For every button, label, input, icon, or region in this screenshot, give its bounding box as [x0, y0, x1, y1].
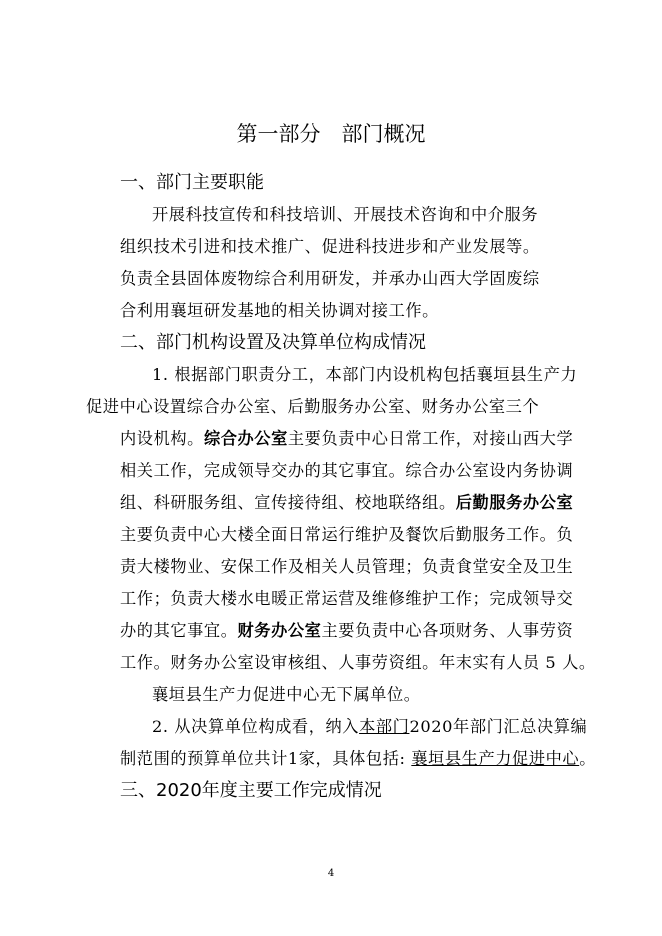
paragraph-line: 1. 根据部门职责分工，本部门内设机构包括襄垣县生产力	[152, 365, 578, 384]
underlined-term: 襄垣县生产力促进中心	[411, 749, 580, 768]
bold-term: 财务办公室	[237, 621, 322, 640]
paragraph-line: 组织技术引进和技术推广、促进科技进步和产业发展等。	[120, 237, 540, 256]
section-heading-1: 一、部门主要职能	[120, 172, 264, 193]
paragraph-line	[120, 746, 596, 772]
text-span: 主要负责中心日常工作，对接山西大学	[287, 429, 574, 448]
underlined-term: 本部门	[359, 717, 410, 736]
paragraph-line	[152, 714, 588, 740]
paragraph-line	[120, 490, 580, 516]
paragraph-line: 襄垣县生产力促进中心无下属单位。	[152, 685, 421, 704]
paragraph-line: 相关工作，完成领导交办的其它事宜。综合办公室设内务协调	[120, 461, 574, 480]
paragraph-line: 负责全县固体废物综合利用研发，并承办山西大学固废综	[120, 269, 540, 288]
page-number: 4	[327, 868, 335, 879]
text-span: 组、科研服务组、宣传接待组、校地联络组。	[120, 493, 456, 512]
text-span: 主要负责中心各项财务、人事劳资	[321, 621, 574, 640]
text-span: 办的其它事宜。	[120, 621, 238, 640]
text-span: 2. 从决算单位构成看，纳入	[152, 717, 360, 736]
bold-term: 综合办公室	[203, 429, 288, 448]
paragraph-line: 促进中心设置综合办公室、后勤服务办公室、财务办公室三个	[86, 397, 540, 416]
section-heading-2: 二、部门机构设置及决算单位构成情况	[120, 332, 426, 353]
text-span: 内设机构。	[120, 429, 204, 448]
text-span: 制范围的预算单位共计1家，具体包括:	[120, 749, 412, 768]
bold-term: 后勤服务办公室	[455, 493, 574, 512]
paragraph-line: 工作。财务办公室设审核组、人事劳资组。年末实有人员 5 人。	[120, 653, 596, 672]
paragraph-line: 工作；负责大楼水电暖正常运营及维修维护工作；完成领导交	[120, 589, 574, 608]
paragraph-line: 开展科技宣传和科技培训、开展技术咨询和中介服务	[152, 205, 539, 224]
section-heading-3: 三、2020年度主要工作完成情况	[120, 780, 382, 801]
text-span: 。	[579, 749, 596, 768]
page-title: 第一部分 部门概况	[236, 122, 426, 146]
paragraph-line: 合利用襄垣研发基地的相关协调对接工作。	[120, 301, 439, 320]
paragraph-line	[120, 618, 580, 644]
paragraph-line: 责大楼物业、安保工作及相关人员管理；负责食堂安全及卫生	[120, 557, 574, 576]
text-span: 2020年部门汇总决算编	[409, 717, 588, 736]
paragraph-line: 主要负责中心大楼全面日常运行维护及餐饮后勤服务工作。负	[120, 525, 574, 544]
paragraph-line	[120, 426, 580, 452]
